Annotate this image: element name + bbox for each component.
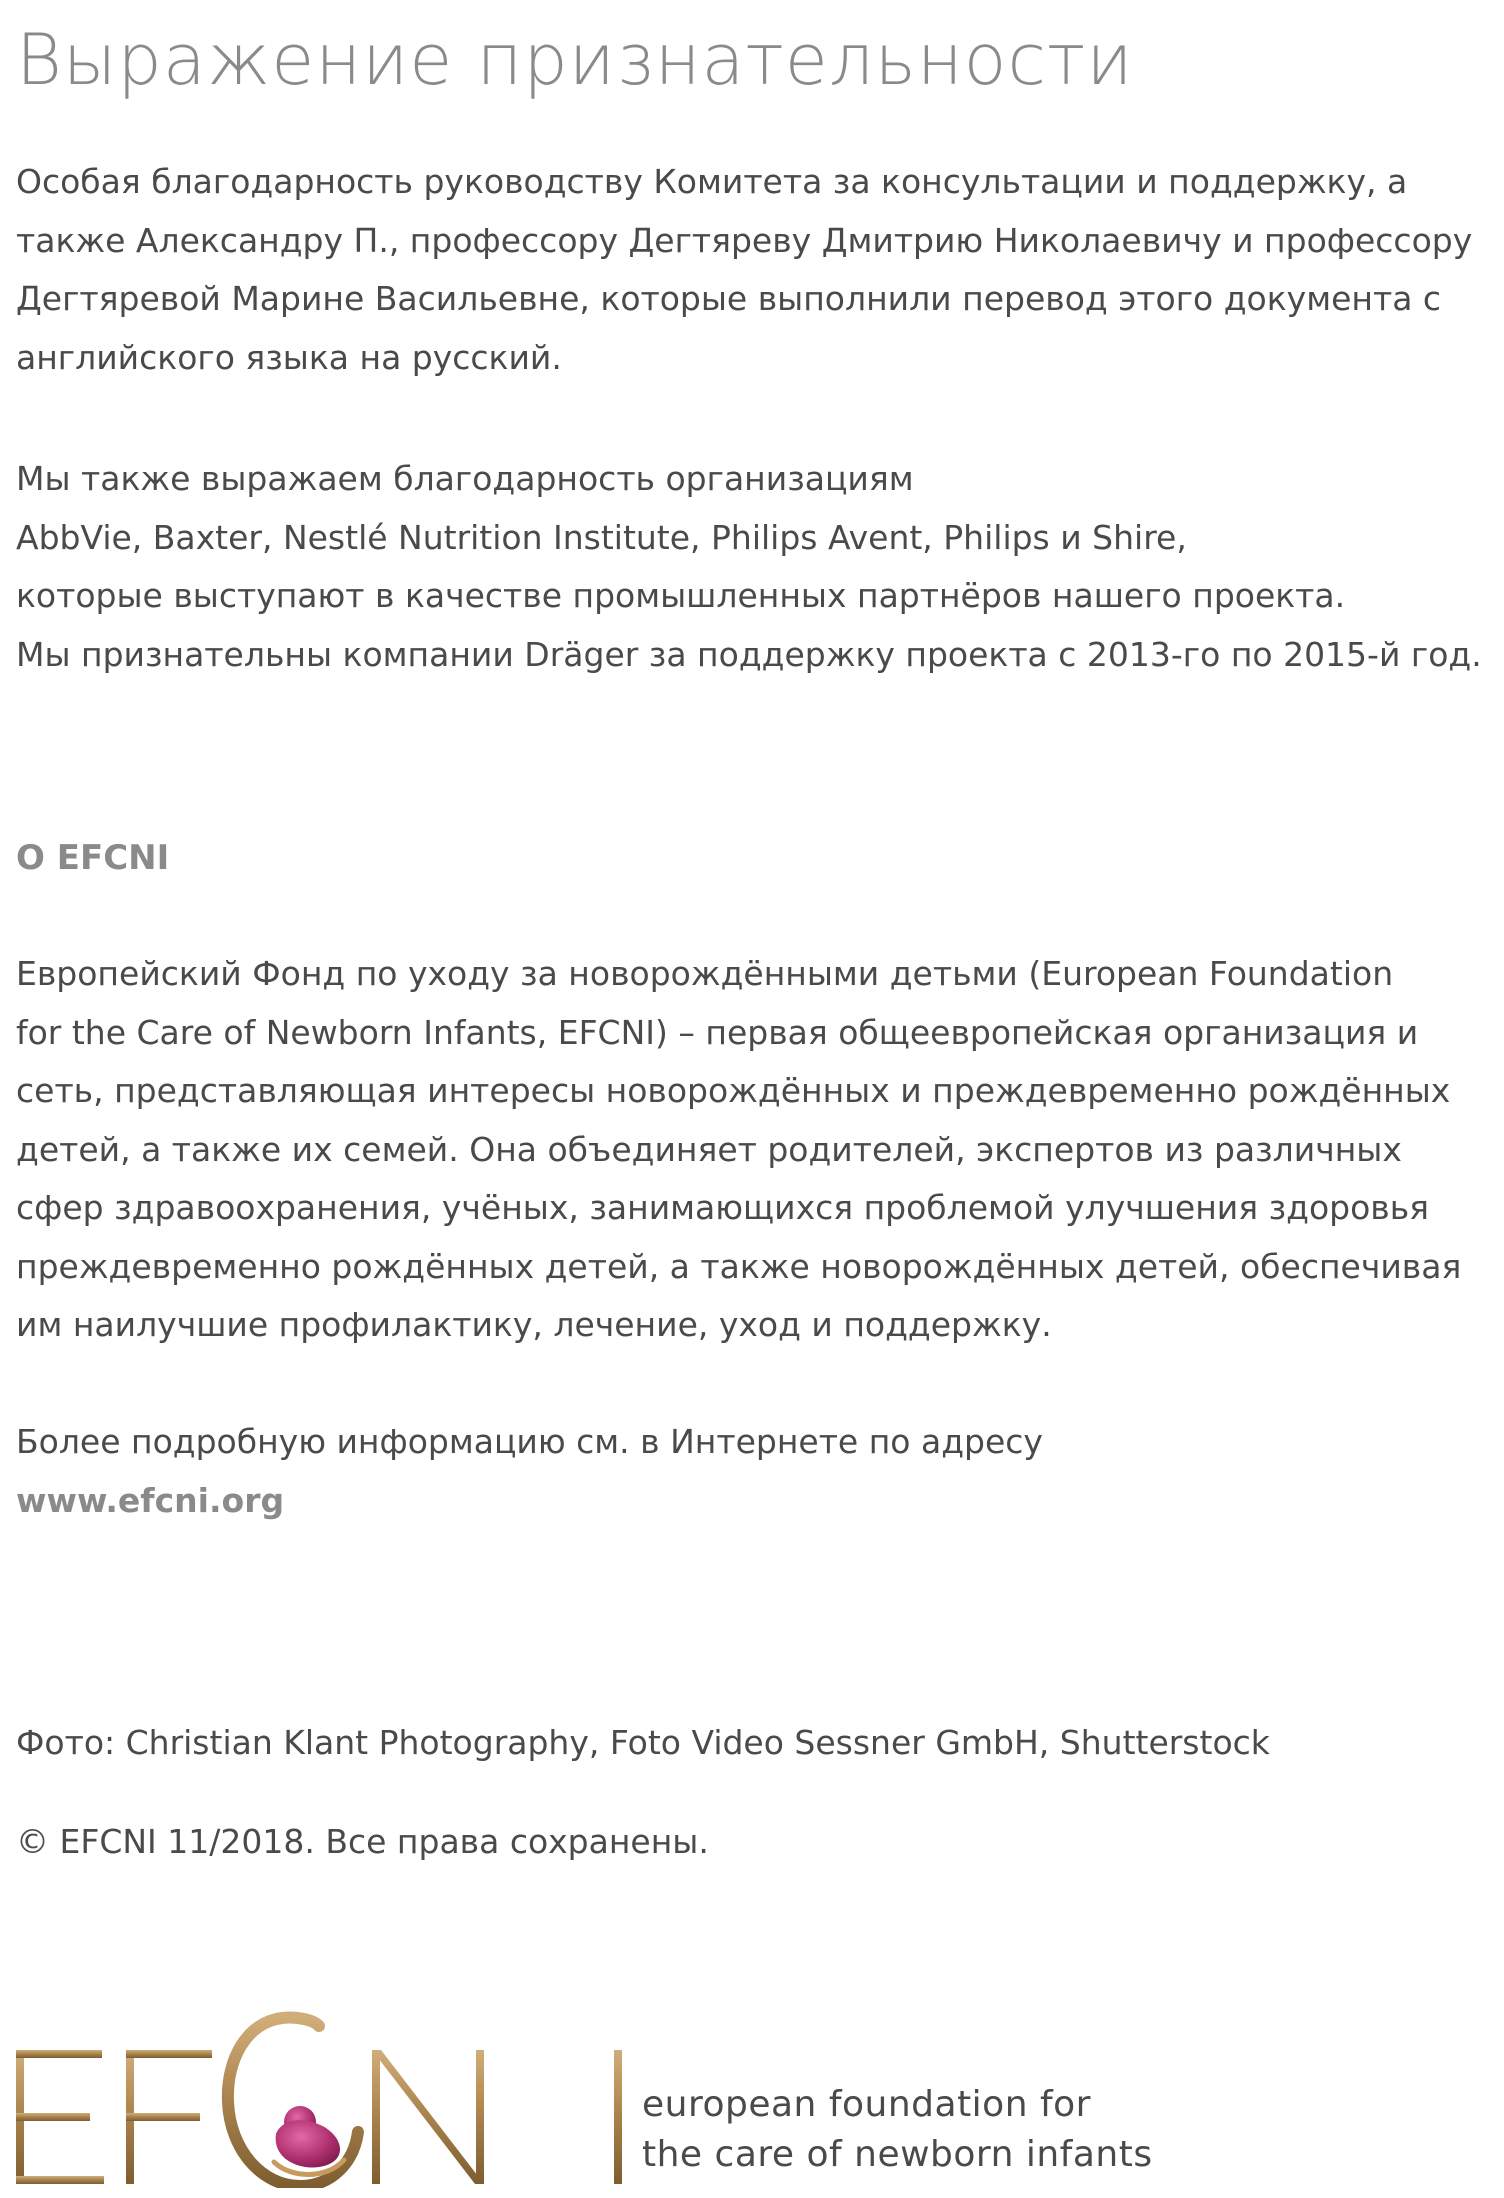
- more-info-block: [16, 1413, 1476, 1530]
- text-line: преждевременно рождённых детей, а также новорождённых детей, обеспечивая: [16, 1246, 1462, 1286]
- about-paragraph: [16, 945, 1476, 1355]
- photo-credits-text: Фото: Christian Klant Photography, Foto Video Sessner GmbH, Shutterstock: [16, 1723, 1270, 1762]
- text-line: им наилучшие профилактику, лечение, уход и поддержку.: [16, 1305, 1052, 1344]
- logo-tagline: [642, 2080, 1153, 2180]
- website-link[interactable]: www.efcni.org: [16, 1480, 285, 1520]
- text-line: сеть, представляющая интересы новорождённых и преждевременно рождённых: [16, 1071, 1451, 1110]
- efcni-logo: [14, 2010, 624, 2188]
- more-info-text: Более подробную информацию см. в Интернете по адресу: [16, 1422, 1043, 1461]
- text-line: которые выступают в качестве промышленных партнёров нашего проекта.: [16, 576, 1346, 615]
- text-line: английского языка на русский.: [16, 337, 562, 377]
- text-line: Особая благодарность руководству Комитета за консультации и поддержку, а: [16, 162, 1408, 201]
- photo-credits: [16, 1714, 1476, 1773]
- text-line: for the Care of Newborn Infants, EFCNI) – первая общеевропейская организация и: [16, 1012, 1419, 1052]
- text-line: Мы признательны компании Dräger за поддержку проекта с 2013-го по 2015-й год.: [16, 634, 1482, 674]
- text-line: Дегтяревой Марине Васильевне, которые выполнили перевод этого документа с: [16, 279, 1442, 318]
- about-heading: О EFCNI: [16, 838, 170, 878]
- text-line: детей, а также их семей. Она объединяет родителей, экспертов из различных: [16, 1129, 1402, 1169]
- copyright: [16, 1813, 1476, 1872]
- tagline-line: european foundation for: [642, 2084, 1091, 2125]
- copyright-text: © EFCNI 11/2018. Все права сохранены.: [16, 1822, 709, 1861]
- baby-body-icon: [276, 2120, 340, 2167]
- text-line: Мы также выражаем благодарность организациям: [16, 459, 914, 498]
- page-title: Выражение признательности: [16, 19, 1134, 101]
- text-line: также Александру П., профессору Дегтяреву Дмитрию Николаевичу и профессору: [16, 220, 1473, 260]
- text-line: AbbVie, Baxter, Nestlé Nutrition Institute, Philips Avent, Philips и Shire,: [16, 517, 1187, 557]
- text-line: Европейский Фонд по уходу за новорождёнными детьми (European Foundation: [16, 954, 1394, 993]
- thanks-paragraph: [16, 153, 1476, 387]
- tagline-line: the care of newborn infants: [642, 2134, 1153, 2175]
- text-line: сфер здравоохранения, учёных, занимающихся проблемой улучшения здоровья: [16, 1188, 1430, 1227]
- partners-paragraph: [16, 450, 1482, 684]
